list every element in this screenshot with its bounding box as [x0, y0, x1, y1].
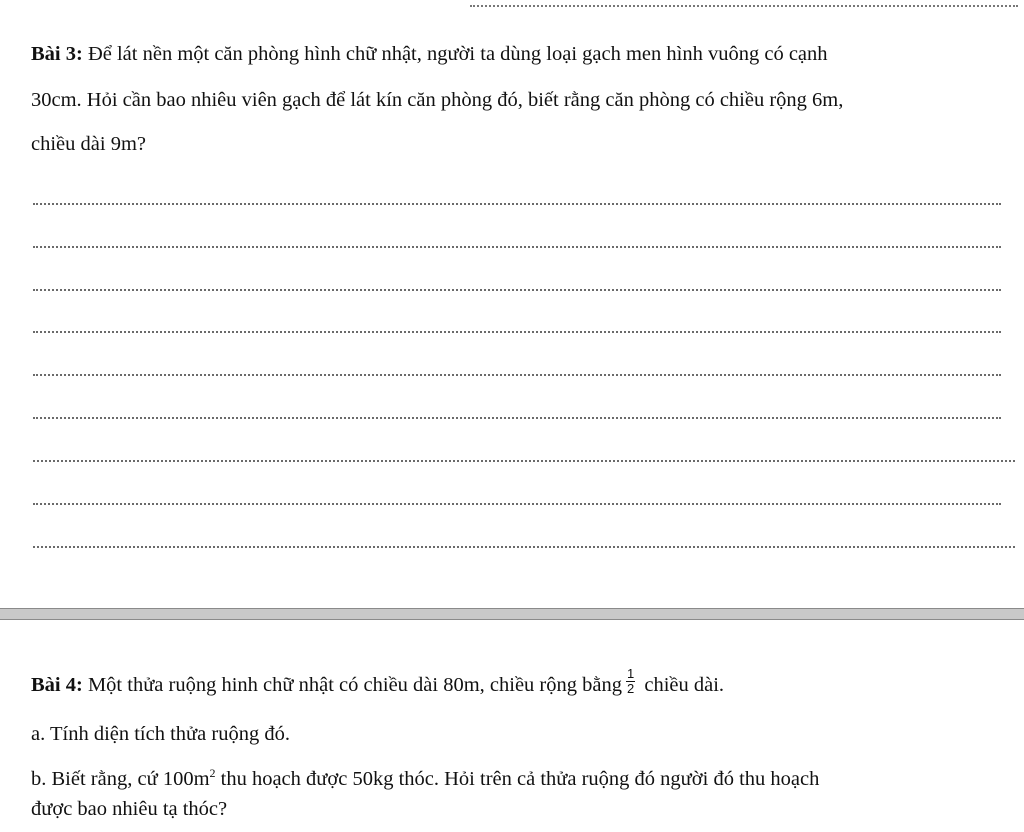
- bai3-line-3: chiều dài 9m?: [31, 133, 146, 155]
- page-separator: [0, 608, 1024, 620]
- bai3-line-2: 30cm. Hỏi cần bao nhiêu viên gạch để lát kín căn phòng đó, biết rằng căn phòng có chiều rộng 6m,: [31, 89, 844, 111]
- bai4-intro: Một thửa ruộng hinh chữ nhật có chiều dài 80m, chiều rộng bằng: [82, 674, 622, 696]
- bai3-label: Bài 3:: [31, 43, 83, 65]
- answer-dotted-line: [33, 203, 1001, 205]
- answer-dotted-line: [33, 546, 1015, 548]
- bai4-part-b-line-2: được bao nhiêu tạ thóc?: [31, 798, 228, 820]
- answer-dotted-line: [33, 503, 1001, 505]
- bai4-part-b-rest: thu hoạch được 50kg thóc. Hỏi trên cả thửa ruộng đó người đó thu hoạch: [215, 768, 820, 790]
- bai3-text-1: Để lát nền một căn phòng hình chữ nhật, người ta dùng loại gạch men hình vuông có cạnh: [82, 43, 828, 65]
- bai4-label: Bài 4:: [31, 674, 83, 696]
- answer-dotted-line-top: [470, 5, 1018, 7]
- answer-dotted-line: [33, 374, 1001, 376]
- bai4-line-1: [31, 662, 1021, 708]
- area-exponent: 2: [209, 766, 216, 780]
- fraction-numerator: 1: [626, 665, 635, 681]
- bai4-part-b-start: b. Biết rằng, cứ: [31, 768, 163, 790]
- bai4-intro-end: chiều dài.: [639, 674, 725, 696]
- bai3-line-1: [31, 31, 1021, 77]
- answer-dotted-line: [33, 417, 1001, 419]
- answer-dotted-line: [33, 289, 1001, 291]
- answer-dotted-line: [33, 331, 1001, 333]
- area-value: 100m: [162, 768, 210, 790]
- answer-dotted-line: [33, 246, 1001, 248]
- fraction-one-half: [626, 667, 635, 696]
- fraction-denominator: 2: [626, 680, 635, 696]
- bai4-part-a: a. Tính diện tích thửa ruộng đó.: [31, 723, 290, 745]
- answer-dotted-line: [33, 460, 1015, 462]
